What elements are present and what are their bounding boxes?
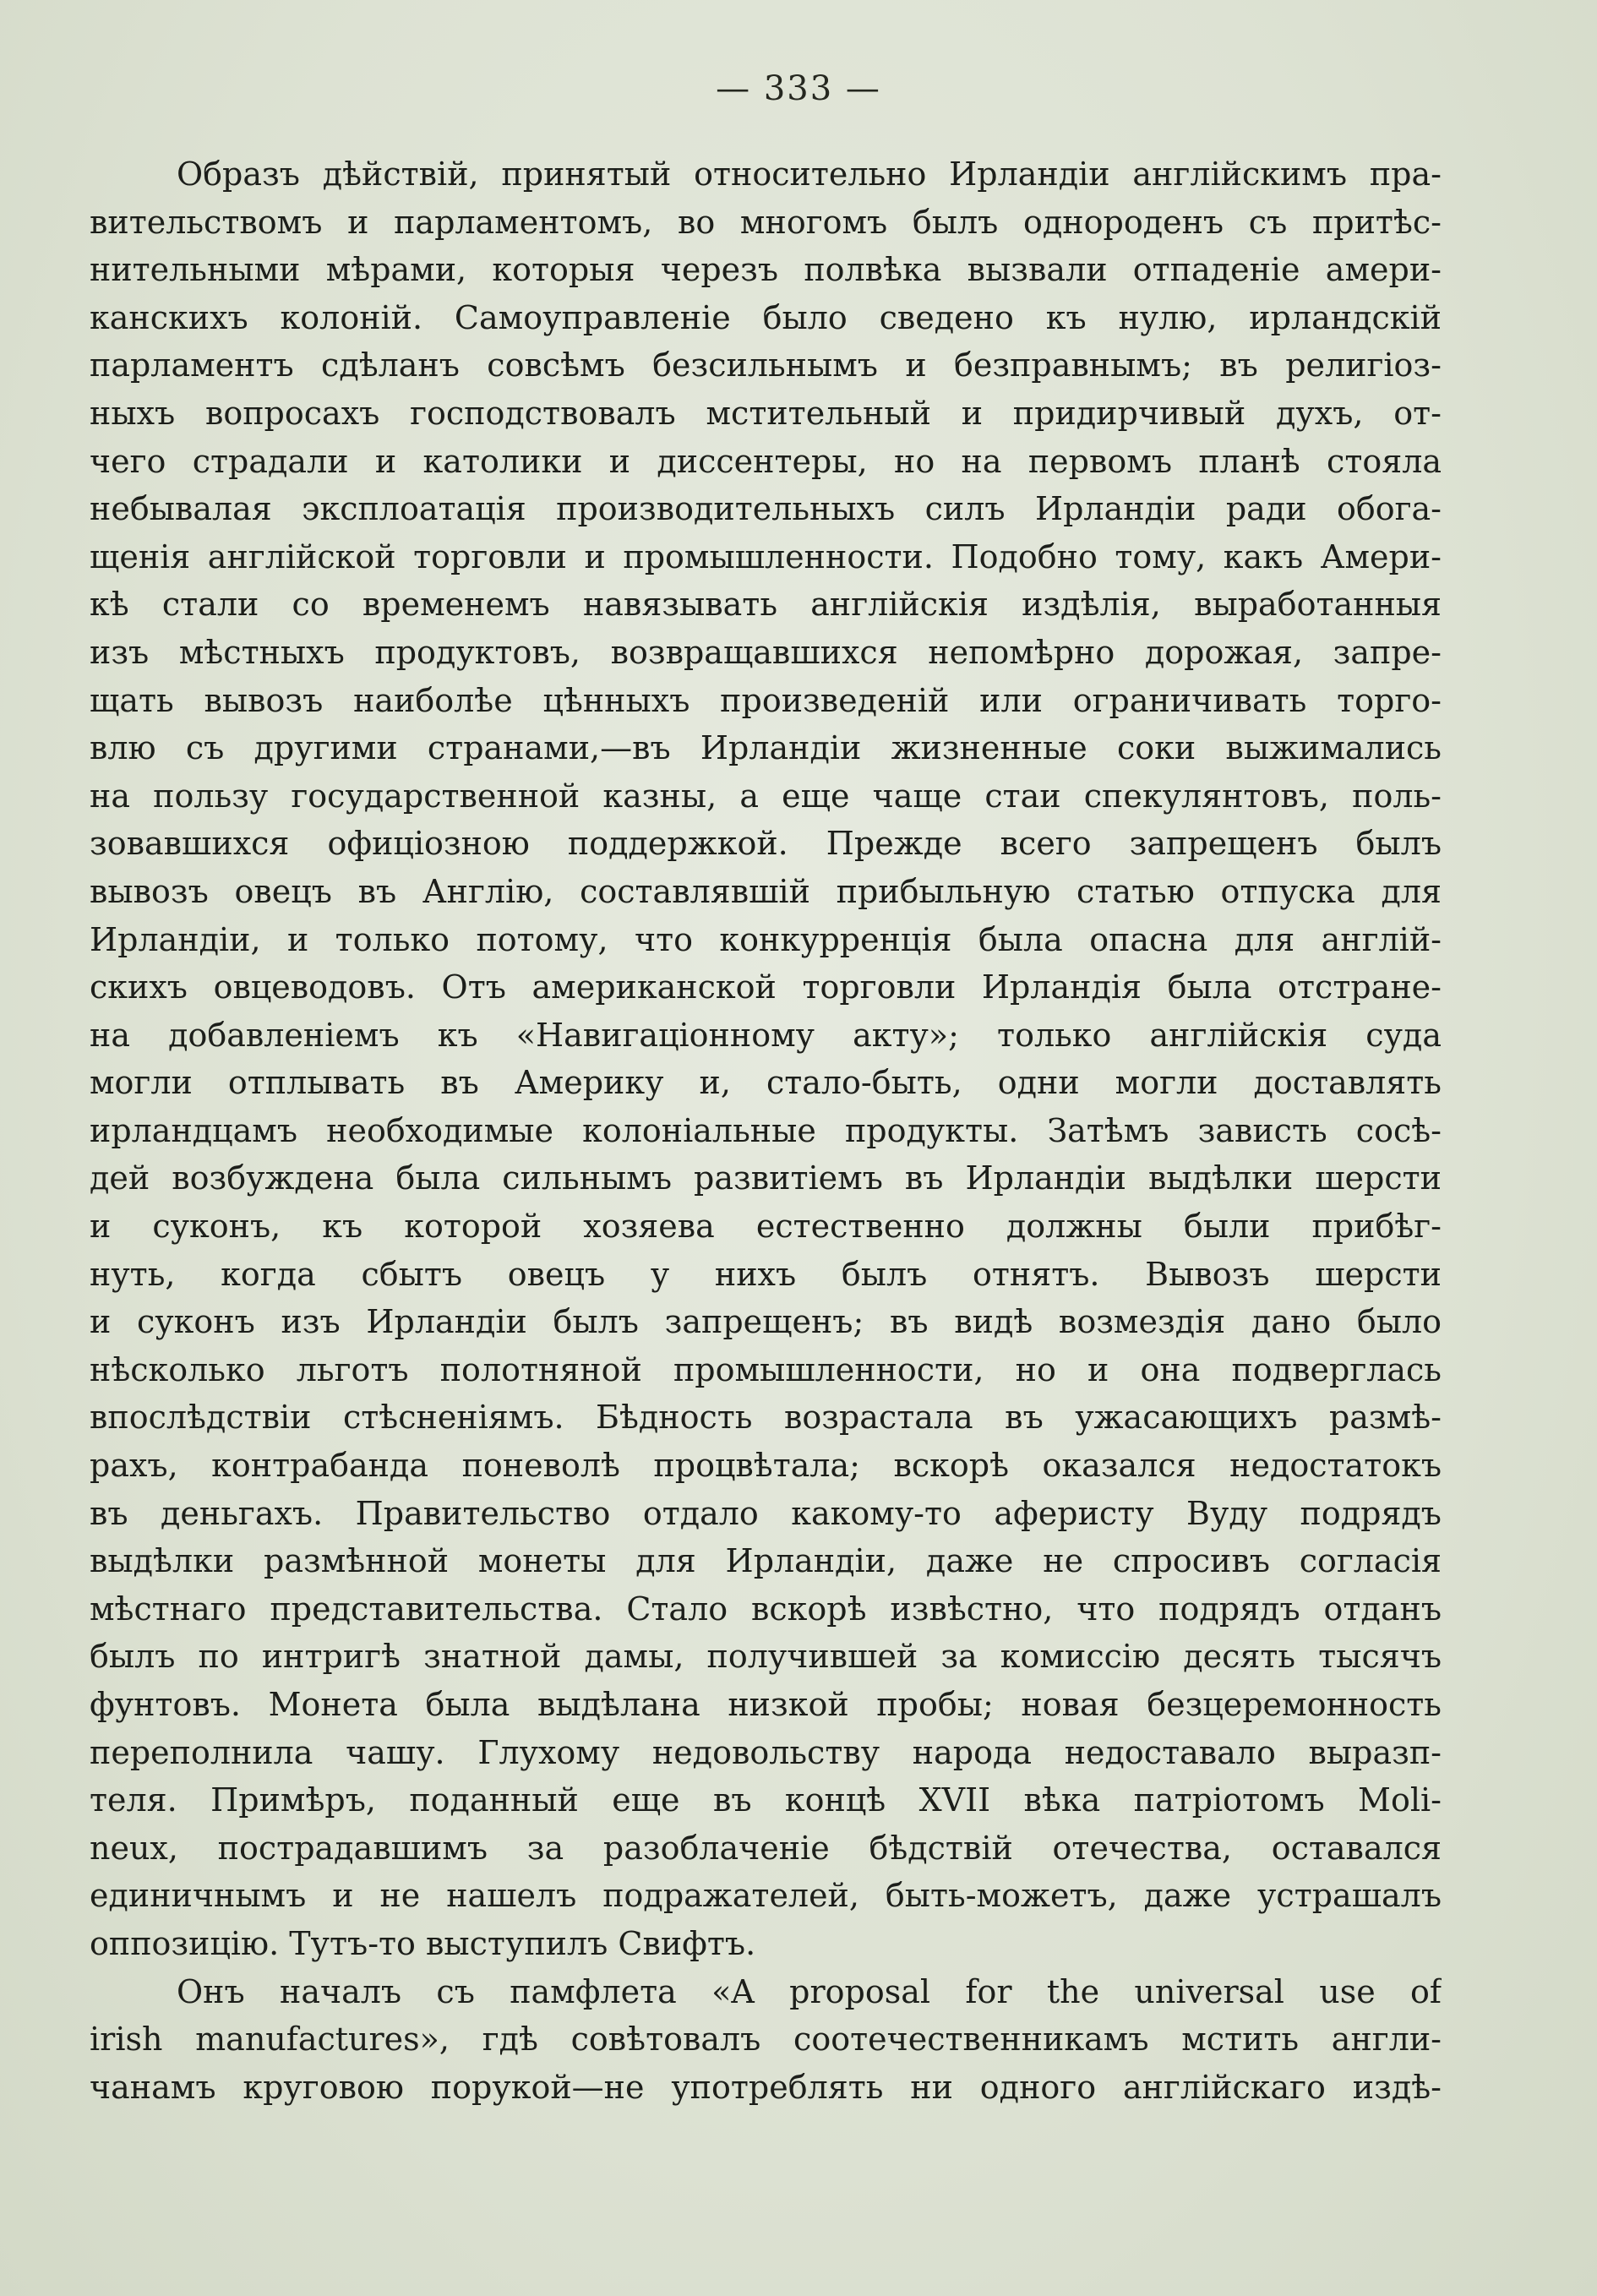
text-line: вывозъ овецъ въ Англію, составлявшій прибыльную статью отпуска для — [90, 872, 1442, 910]
text-line: единичнымъ и не нашелъ подражателей, быть-можетъ, даже устрашалъ — [90, 1877, 1442, 1915]
text-line: щенія англійской торговли и промышленности. Подобно тому, какъ Амери- — [90, 537, 1442, 575]
text-line: и суконъ, къ которой хозяева естественно должны были прибѣг- — [90, 1208, 1442, 1246]
text-line: небывалая эксплоатація производительныхъ силъ Ирландіи ради обога- — [90, 490, 1442, 528]
text-line: ирландцамъ необходимые колоніальные продукты. Затѣмъ зависть сосѣ- — [90, 1111, 1442, 1149]
text-line: Ирландіи, и только потому, что конкурренція была опасна для англій- — [90, 920, 1442, 958]
text-line: переполнила чашу. Глухому недовольству народа недоставало выразп- — [90, 1733, 1442, 1771]
text-line: теля. Примѣръ, поданный еще въ концѣ XVII вѣка патріотомъ Moli- — [90, 1781, 1442, 1819]
text-line: оппозицію. Тутъ-то выступилъ Свифтъ. — [90, 1924, 756, 1962]
body-text — [90, 150, 1442, 2111]
text-line: на добавленіемъ къ «Навигаціонному акту»; только англійскія суда — [90, 1016, 1442, 1054]
text-line: въ деньгахъ. Правительство отдало какому-то аферисту Вуду подрядъ — [90, 1494, 1442, 1532]
text-line: впослѣдствіи стѣсненіямъ. Бѣдность возрастала въ ужасающихъ размѣ- — [90, 1399, 1442, 1437]
text-line: чего страдали и католики и диссентеры, но на первомъ планѣ стояла — [90, 442, 1442, 480]
text-line: чанамъ круговою порукой—не употреблять ни одного англійскаго издѣ- — [90, 2068, 1442, 2106]
text-line: канскихъ колоній. Самоуправленіе было сведено къ нулю, ирландскій — [90, 298, 1442, 336]
text-line: дей возбуждена была сильнымъ развитіемъ въ Ирландіи выдѣлки шерсти — [90, 1159, 1442, 1197]
text-line: фунтовъ. Монета была выдѣлана низкой пробы; новая безцеремонность — [90, 1686, 1442, 1723]
text-line: былъ по интригѣ знатной дамы, получившей за комиссію десять тысячъ — [90, 1638, 1442, 1676]
text-line: neux, пострадавшимъ за разоблаченіе бѣдствій отечества, оставался — [90, 1829, 1442, 1867]
text-line: ныхъ вопросахъ господствовалъ мстительный и придирчивый духъ, от- — [90, 394, 1442, 432]
text-line: парламентъ сдѣланъ совсѣмъ безсильнымъ и безправнымъ; въ религіоз- — [90, 346, 1442, 384]
text-line: могли отплывать въ Америку и, стало-быть, одни могли доставлять — [90, 1064, 1442, 1102]
text-line: нительными мѣрами, которыя черезъ полвѣка вызвали отпаденіе амери- — [90, 251, 1442, 289]
text-line: щать вывозъ наиболѣе цѣнныхъ произведеній или ограничивать торго- — [90, 681, 1442, 719]
text-line: вительствомъ и парламентомъ, во многомъ былъ однороденъ съ притѣс- — [90, 203, 1442, 241]
text-line: нѣсколько льготъ полотняной промышленности, но и она подверглась — [90, 1350, 1442, 1388]
page-number: — 333 — — [716, 69, 881, 108]
text-line: скихъ овцеводовъ. Отъ американской торговли Ирландія была отстране- — [90, 968, 1442, 1006]
text-line: кѣ стали со временемъ навязывать англійскія издѣлія, выработанныя — [90, 586, 1442, 624]
text-line: мѣстнаго представительства. Стало вскорѣ извѣстно, что подрядъ отданъ — [90, 1590, 1442, 1628]
text-line: влю съ другими странами,—въ Ирландіи жизненные соки выжимались — [90, 729, 1442, 767]
text-line: и суконъ изъ Ирландіи былъ запрещенъ; въ видѣ возмездія дано было — [90, 1303, 1442, 1341]
text-line: irish manufactures», гдѣ совѣтовалъ соотечественникамъ мстить англи- — [90, 2021, 1442, 2059]
text-line: нуть, когда сбытъ овецъ у нихъ былъ отнятъ. Вывозъ шерсти — [90, 1255, 1442, 1293]
text-line: зовавшихся офиціозною поддержкой. Прежде всего запрещенъ былъ — [90, 825, 1442, 863]
text-line: изъ мѣстныхъ продуктовъ, возвращавшихся непомѣрно дорожая, запре- — [90, 633, 1442, 671]
text-line: Образъ дѣйствій, принятый относительно Ирландіи англійскимъ пра- — [177, 155, 1442, 193]
text-line: Онъ началъ съ памфлета «A proposal for the universal use of — [177, 1972, 1442, 2010]
text-line: выдѣлки размѣнной монеты для Ирландіи, даже не спросивъ согласія — [90, 1542, 1442, 1580]
text-line: на пользу государственной казны, а еще чаще стаи спекулянтовъ, поль- — [90, 777, 1442, 815]
text-line: рахъ, контрабанда поневолѣ процвѣтала; вскорѣ оказался недостатокъ — [90, 1447, 1442, 1485]
